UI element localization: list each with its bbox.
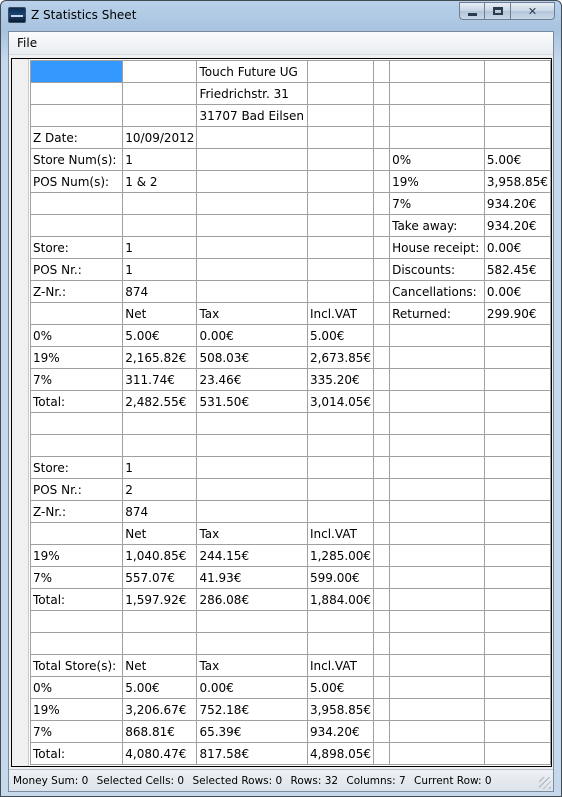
grid-cell[interactable]	[484, 391, 550, 413]
grid-cell[interactable]: 19%	[31, 545, 123, 567]
grid-cell[interactable]: 1,884.00€	[307, 589, 373, 611]
table-row	[31, 171, 551, 193]
grid-cell[interactable]: 7%	[31, 567, 123, 589]
grid-cell[interactable]: 286.08€	[197, 589, 308, 611]
grid-cell[interactable]	[307, 215, 373, 237]
grid-cell[interactable]	[31, 523, 123, 545]
grid-cell[interactable]: 3,206.67€	[123, 699, 197, 721]
grid-cell[interactable]	[374, 259, 390, 281]
grid-cell[interactable]	[123, 83, 197, 105]
grid-cell[interactable]	[197, 281, 308, 303]
grid-cell[interactable]	[484, 567, 550, 589]
grid-cell[interactable]: 5.00€	[123, 325, 197, 347]
grid-cell[interactable]	[31, 303, 123, 325]
grid-cell[interactable]	[374, 589, 390, 611]
grid-cell[interactable]	[374, 149, 390, 171]
grid-cell[interactable]	[390, 523, 485, 545]
grid-cell[interactable]	[374, 721, 390, 743]
grid-cell[interactable]: Z Date:	[31, 127, 123, 149]
grid-cell[interactable]	[390, 589, 485, 611]
grid-cell[interactable]	[374, 545, 390, 567]
grid-cell[interactable]: 934.20€	[484, 193, 550, 215]
grid-cell[interactable]	[484, 589, 550, 611]
menu-bar	[9, 32, 553, 55]
grid-cell[interactable]	[31, 105, 123, 127]
grid-cell[interactable]	[390, 567, 485, 589]
grid-cell[interactable]	[374, 83, 390, 105]
close-icon: ✕	[527, 4, 538, 18]
table-row	[31, 633, 551, 655]
table-row	[31, 149, 551, 171]
grid-cell[interactable]	[484, 479, 550, 501]
client-area	[8, 31, 554, 792]
grid-cell[interactable]	[484, 655, 550, 677]
status-selected-cells: Selected Cells: 0	[96, 775, 185, 787]
grid-cell[interactable]: 19%	[31, 347, 123, 369]
grid-cell[interactable]	[197, 633, 308, 655]
statistics-grid[interactable]	[11, 58, 552, 767]
table-row	[31, 193, 551, 215]
grid-cell[interactable]	[31, 83, 123, 105]
table-row	[31, 259, 551, 281]
grid-cell[interactable]	[374, 655, 390, 677]
grid-cell[interactable]: 1,597.92€	[123, 589, 197, 611]
grid-cell[interactable]: Total:	[31, 391, 123, 413]
grid-cell[interactable]	[484, 105, 550, 127]
grid-cell[interactable]: 19%	[31, 699, 123, 721]
grid-cell[interactable]	[374, 369, 390, 391]
grid-cell[interactable]: 311.74€	[123, 369, 197, 391]
table-row	[31, 655, 551, 677]
grid-cell[interactable]: 0.00€	[197, 677, 308, 699]
table-row	[31, 611, 551, 633]
table-row	[31, 743, 551, 765]
grid-cell[interactable]: Tax	[197, 655, 308, 677]
grid-cell[interactable]	[123, 413, 197, 435]
grid-cell[interactable]	[374, 215, 390, 237]
grid-cell[interactable]	[374, 391, 390, 413]
grid-cell[interactable]	[197, 501, 308, 523]
grid-cell[interactable]	[31, 193, 123, 215]
grid-cell[interactable]	[123, 611, 197, 633]
grid-cell[interactable]: 3,958.85€	[307, 699, 373, 721]
grid-cell[interactable]	[31, 61, 123, 83]
grid-cell[interactable]	[390, 105, 485, 127]
grid-cell[interactable]	[374, 127, 390, 149]
grid-cell[interactable]: 0.00€	[484, 237, 550, 259]
grid-cell[interactable]	[307, 413, 373, 435]
grid-cell[interactable]	[197, 611, 308, 633]
grid-cell[interactable]	[390, 127, 485, 149]
grid-cell[interactable]: Store:	[31, 237, 123, 259]
grid-cell[interactable]	[374, 633, 390, 655]
grid-cell[interactable]	[307, 457, 373, 479]
grid-cell[interactable]: 7%	[390, 193, 485, 215]
grid-cell[interactable]: Incl.VAT	[307, 303, 373, 325]
grid-cell[interactable]	[307, 127, 373, 149]
grid-cell[interactable]: 335.20€	[307, 369, 373, 391]
grid-cell[interactable]: 65.39€	[197, 721, 308, 743]
grid-cell[interactable]: Tax	[197, 303, 308, 325]
grid-cell[interactable]: 557.07€	[123, 567, 197, 589]
grid-cell[interactable]	[197, 215, 308, 237]
grid-cell[interactable]: 41.93€	[197, 567, 308, 589]
grid-cell[interactable]	[307, 259, 373, 281]
table-row	[31, 215, 551, 237]
grid-cell[interactable]	[307, 105, 373, 127]
grid-cell[interactable]: Friedrichstr. 31	[197, 83, 308, 105]
status-rows: Rows: 32	[290, 775, 339, 787]
grid-cell[interactable]	[123, 435, 197, 457]
grid-cell[interactable]	[307, 633, 373, 655]
grid-cell[interactable]	[307, 281, 373, 303]
grid-cell[interactable]	[197, 149, 308, 171]
grid-cell[interactable]: Returned:	[390, 303, 485, 325]
grid-cell[interactable]	[390, 325, 485, 347]
grid-cell[interactable]	[484, 61, 550, 83]
grid-cell[interactable]: 10/09/2012	[123, 127, 197, 149]
grid-cell[interactable]	[197, 457, 308, 479]
grid-cell[interactable]: 531.50€	[197, 391, 308, 413]
grid-cell[interactable]	[484, 127, 550, 149]
table-row	[31, 699, 551, 721]
grid-cell[interactable]	[390, 611, 485, 633]
grid-cell[interactable]	[390, 545, 485, 567]
grid-cell[interactable]	[390, 435, 485, 457]
grid-cell[interactable]	[484, 347, 550, 369]
grid-cell[interactable]: Total:	[31, 743, 123, 765]
grid-cell[interactable]	[374, 105, 390, 127]
grid-cell[interactable]: House receipt:	[390, 237, 485, 259]
grid-cell[interactable]: 2,673.85€	[307, 347, 373, 369]
grid-cell[interactable]: Take away:	[390, 215, 485, 237]
title-bar[interactable]	[1, 1, 561, 31]
grid-cell[interactable]: 5.00€	[307, 677, 373, 699]
grid-cell[interactable]: Net	[123, 655, 197, 677]
grid-cell[interactable]: 752.18€	[197, 699, 308, 721]
grid-cell[interactable]	[374, 303, 390, 325]
grid-cell[interactable]: 1	[123, 149, 197, 171]
grid-cell[interactable]: 599.00€	[307, 567, 373, 589]
grid-cell[interactable]	[31, 633, 123, 655]
grid-cell[interactable]	[31, 413, 123, 435]
grid-cell[interactable]: 817.58€	[197, 743, 308, 765]
table-row	[31, 391, 551, 413]
resize-grip[interactable]	[539, 777, 551, 789]
grid-cell[interactable]: 1	[123, 237, 197, 259]
grid-cell[interactable]: 582.45€	[484, 259, 550, 281]
maximize-icon	[493, 7, 503, 15]
grid-cell[interactable]: 2,165.82€	[123, 347, 197, 369]
table-row	[31, 369, 551, 391]
grid-cell[interactable]: Cancellations:	[390, 281, 485, 303]
grid-cell[interactable]	[390, 369, 485, 391]
grid-cell[interactable]	[123, 105, 197, 127]
grid-cell[interactable]	[31, 435, 123, 457]
grid-cell[interactable]	[197, 127, 308, 149]
table-row	[31, 479, 551, 501]
grid-cell[interactable]: 1,040.85€	[123, 545, 197, 567]
table-row	[31, 501, 551, 523]
grid-cell[interactable]: POS Num(s):	[31, 171, 123, 193]
grid-cell[interactable]: 19%	[390, 171, 485, 193]
grid-cell[interactable]	[484, 677, 550, 699]
grid-cell[interactable]	[390, 699, 485, 721]
table-row	[31, 567, 551, 589]
grid-cell[interactable]	[307, 61, 373, 83]
grid-cell[interactable]	[31, 611, 123, 633]
grid-cell[interactable]: 7%	[31, 369, 123, 391]
grid-cell[interactable]: Incl.VAT	[307, 655, 373, 677]
grid-cell[interactable]	[390, 457, 485, 479]
table-row	[31, 545, 551, 567]
grid-cell[interactable]: Net	[123, 303, 197, 325]
grid-cell[interactable]	[197, 479, 308, 501]
grid-cell[interactable]	[374, 479, 390, 501]
grid-cell[interactable]	[484, 369, 550, 391]
grid-cell[interactable]	[197, 259, 308, 281]
grid-cell[interactable]: 4,080.47€	[123, 743, 197, 765]
grid-cell[interactable]	[484, 721, 550, 743]
grid-cell[interactable]	[197, 237, 308, 259]
grid-cell[interactable]	[307, 611, 373, 633]
table-row	[31, 83, 551, 105]
table-row	[31, 61, 551, 83]
grid-cell[interactable]	[123, 61, 197, 83]
grid-cell[interactable]	[374, 347, 390, 369]
grid-cell[interactable]: 244.15€	[197, 545, 308, 567]
grid-cell[interactable]	[484, 633, 550, 655]
grid-cell[interactable]	[484, 413, 550, 435]
grid-cell[interactable]	[197, 193, 308, 215]
grid-cell[interactable]	[484, 699, 550, 721]
grid-cell[interactable]: 874	[123, 281, 197, 303]
grid-cell[interactable]: 2	[123, 479, 197, 501]
table-row	[31, 105, 551, 127]
window-controls	[459, 2, 555, 20]
grid-cell[interactable]: 3,958.85€	[484, 171, 550, 193]
grid-cell[interactable]	[374, 699, 390, 721]
grid-cell[interactable]	[374, 567, 390, 589]
grid-cell[interactable]	[374, 611, 390, 633]
grid-cell[interactable]	[307, 193, 373, 215]
grid-cell[interactable]: Touch Future UG	[197, 61, 308, 83]
status-current-row: Current Row: 0	[414, 775, 492, 787]
menu-file[interactable]: File	[17, 36, 38, 50]
status-money-sum: Money Sum: 0	[13, 775, 89, 787]
grid-cell[interactable]: Total:	[31, 589, 123, 611]
grid-cell[interactable]: Discounts:	[390, 259, 485, 281]
grid-cell[interactable]: 5.00€	[123, 677, 197, 699]
grid-cell[interactable]	[374, 677, 390, 699]
grid-cell[interactable]	[390, 677, 485, 699]
grid-cell[interactable]: POS Nr.:	[31, 259, 123, 281]
grid-cell[interactable]: 874	[123, 501, 197, 523]
grid-cell[interactable]: Z-Nr.:	[31, 281, 123, 303]
grid-cell[interactable]	[374, 281, 390, 303]
grid-cell[interactable]	[374, 501, 390, 523]
grid-cell[interactable]	[197, 171, 308, 193]
grid-cell[interactable]	[484, 545, 550, 567]
grid-cell[interactable]	[123, 193, 197, 215]
row-header-column[interactable]	[12, 59, 29, 766]
grid-cell[interactable]	[484, 743, 550, 765]
table-row	[31, 457, 551, 479]
minimize-button[interactable]	[459, 2, 485, 20]
table-row	[31, 523, 551, 545]
close-button[interactable]	[511, 2, 555, 20]
grid-cell[interactable]: 0%	[390, 149, 485, 171]
grid-cell[interactable]	[374, 325, 390, 347]
grid-cell[interactable]	[374, 743, 390, 765]
grid-cell[interactable]	[123, 215, 197, 237]
status-columns: Columns: 7	[346, 775, 406, 787]
table-row	[31, 303, 551, 325]
grid-cell[interactable]: 1	[123, 457, 197, 479]
table-row	[31, 347, 551, 369]
grid-cell[interactable]	[31, 215, 123, 237]
grid-cell[interactable]	[374, 171, 390, 193]
grid-cell[interactable]	[484, 501, 550, 523]
table-row	[31, 413, 551, 435]
grid-cell[interactable]: 0.00€	[197, 325, 308, 347]
grid-cell[interactable]	[374, 435, 390, 457]
window-title: Z Statistics Sheet	[31, 8, 137, 22]
grid-cell[interactable]	[307, 501, 373, 523]
grid-cell[interactable]	[484, 83, 550, 105]
grid-cell[interactable]: POS Nr.:	[31, 479, 123, 501]
status-selected-rows: Selected Rows: 0	[192, 775, 283, 787]
grid-cell[interactable]: 934.20€	[484, 215, 550, 237]
table-row	[31, 677, 551, 699]
grid-cell[interactable]	[390, 743, 485, 765]
table-row	[31, 325, 551, 347]
grid-cell[interactable]	[307, 479, 373, 501]
grid-cell[interactable]: 508.03€	[197, 347, 308, 369]
grid-cell[interactable]	[374, 237, 390, 259]
grid-cell[interactable]: 299.90€	[484, 303, 550, 325]
grid-cell[interactable]: 0%	[31, 677, 123, 699]
grid-cell[interactable]: 0.00€	[484, 281, 550, 303]
grid-cell[interactable]	[390, 391, 485, 413]
grid-cell[interactable]	[390, 501, 485, 523]
grid-cell[interactable]	[374, 193, 390, 215]
grid-cell[interactable]	[374, 61, 390, 83]
grid-cell[interactable]: 868.81€	[123, 721, 197, 743]
grid-table	[30, 60, 551, 765]
grid-cell[interactable]	[390, 633, 485, 655]
table-row	[31, 435, 551, 457]
grid-cell[interactable]	[390, 347, 485, 369]
grid-cell[interactable]	[307, 435, 373, 457]
grid-cell[interactable]: 23.46€	[197, 369, 308, 391]
grid-cell[interactable]: Tax	[197, 523, 308, 545]
grid-cell[interactable]: 1	[123, 259, 197, 281]
grid-cell[interactable]	[197, 413, 308, 435]
grid-cell[interactable]	[484, 611, 550, 633]
grid-cell[interactable]	[390, 655, 485, 677]
table-row	[31, 281, 551, 303]
grid-cell[interactable]: 2,482.55€	[123, 391, 197, 413]
grid-cell[interactable]	[307, 149, 373, 171]
table-row	[31, 127, 551, 149]
grid-cell[interactable]: 1 & 2	[123, 171, 197, 193]
maximize-button[interactable]	[485, 2, 511, 20]
grid-cell[interactable]: 3,014.05€	[307, 391, 373, 413]
status-bar	[9, 769, 553, 791]
grid-cell[interactable]: 4,898.05€	[307, 743, 373, 765]
grid-cell[interactable]: 5.00€	[484, 149, 550, 171]
table-row	[31, 721, 551, 743]
grid-cell[interactable]	[307, 237, 373, 259]
grid-cell[interactable]: Total Store(s):	[31, 655, 123, 677]
grid-cell[interactable]	[390, 61, 485, 83]
grid-cell[interactable]: 31707 Bad Eilsen	[197, 105, 308, 127]
grid-cell[interactable]: 7%	[31, 721, 123, 743]
grid-cell[interactable]	[307, 83, 373, 105]
grid-cell[interactable]	[390, 479, 485, 501]
minimize-icon	[468, 13, 477, 16]
grid-cell[interactable]	[374, 413, 390, 435]
grid-cell[interactable]	[484, 523, 550, 545]
grid-cell[interactable]: 5.00€	[307, 325, 373, 347]
grid-cell[interactable]: Store:	[31, 457, 123, 479]
table-row	[31, 589, 551, 611]
grid-cell[interactable]: 1,285.00€	[307, 545, 373, 567]
grid-cell[interactable]: Z-Nr.:	[31, 501, 123, 523]
grid-cell[interactable]	[484, 435, 550, 457]
grid-cell[interactable]	[374, 457, 390, 479]
grid-cell[interactable]: Store Num(s):	[31, 149, 123, 171]
grid-cell[interactable]	[374, 523, 390, 545]
grid-cell[interactable]	[484, 457, 550, 479]
grid-cell[interactable]: Incl.VAT	[307, 523, 373, 545]
grid-cell[interactable]: 934.20€	[307, 721, 373, 743]
grid-cell[interactable]	[484, 325, 550, 347]
grid-cell[interactable]: 0%	[31, 325, 123, 347]
grid-cell[interactable]	[197, 435, 308, 457]
grid-cell[interactable]	[390, 413, 485, 435]
grid-cell[interactable]	[307, 171, 373, 193]
grid-cell[interactable]	[390, 83, 485, 105]
grid-cell[interactable]	[123, 633, 197, 655]
grid-cell[interactable]: Net	[123, 523, 197, 545]
grid-cell[interactable]	[390, 721, 485, 743]
table-row	[31, 237, 551, 259]
app-icon[interactable]	[8, 7, 26, 23]
